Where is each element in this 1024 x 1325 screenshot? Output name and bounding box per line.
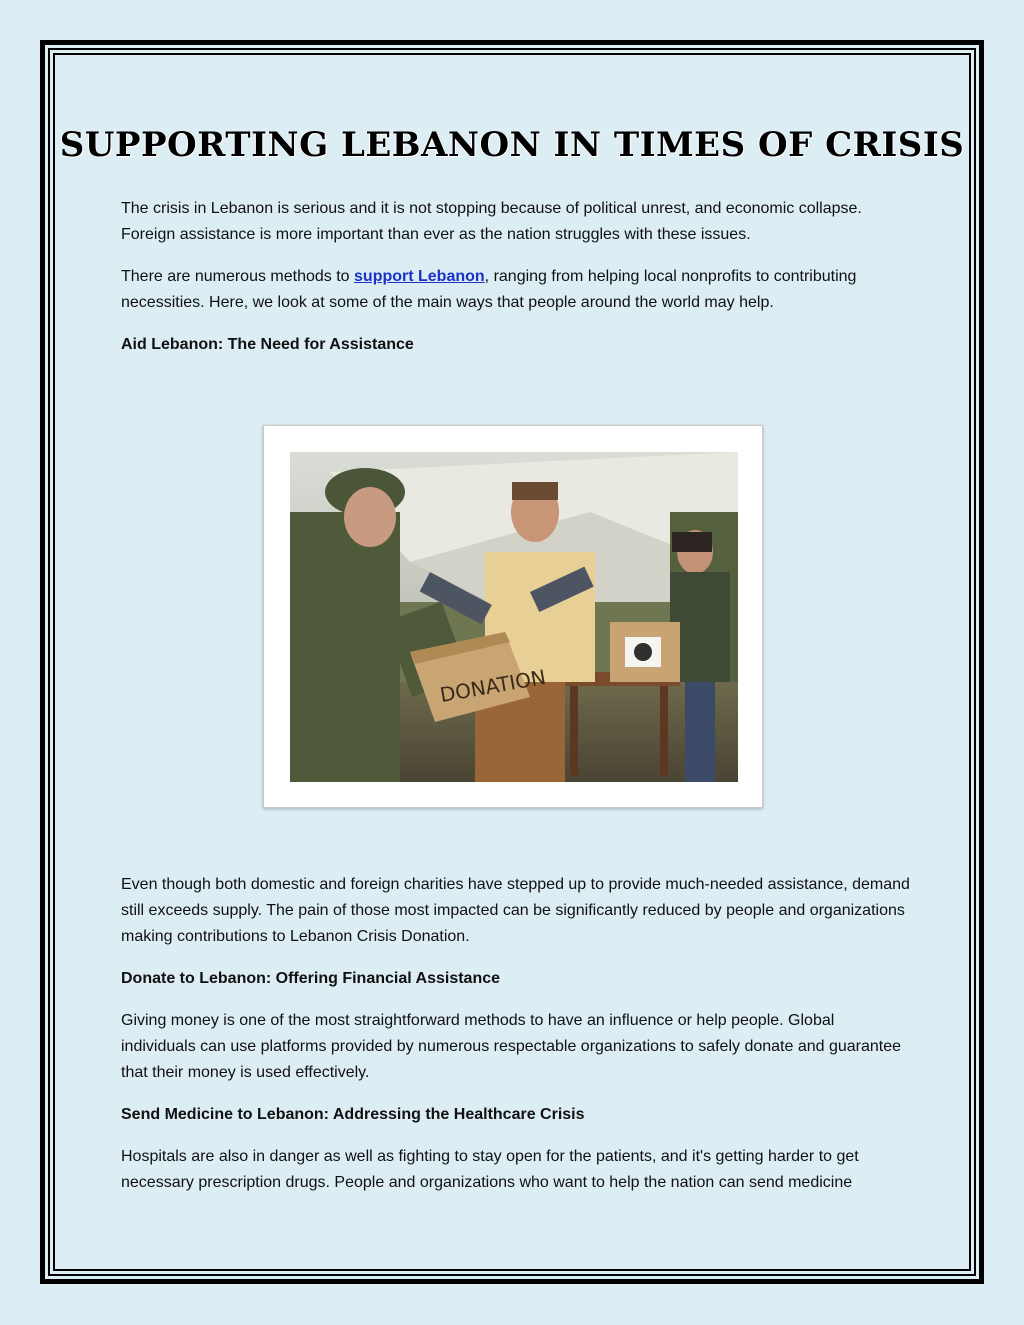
article-top xyxy=(121,196,911,374)
donation-photo xyxy=(263,425,763,808)
box-label: DONATION xyxy=(438,664,548,708)
heading-donate-lebanon: Donate to Lebanon: Offering Financial Assistance xyxy=(121,970,501,987)
support-text-before: There are numerous methods to xyxy=(121,268,355,285)
heading-send-medicine: Send Medicine to Lebanon: Addressing the Healthcare Crisis xyxy=(121,1106,585,1123)
donation-photo-illustration xyxy=(290,452,738,782)
support-lebanon-link[interactable]: support Lebanon xyxy=(354,268,485,285)
support-text-after: , ranging from helping local nonprofits to contributing necessities. Here, we look at some of the main ways that people around the world may help. xyxy=(121,268,857,311)
financial-paragraph: Giving money is one of the most straightforward methods to have an influence or help people. Global individuals can use platforms provided by numerous respectable organizations to safely donate and guarantee that their money is used effectively. xyxy=(121,1012,902,1081)
heading-aid-lebanon: Aid Lebanon: The Need for Assistance xyxy=(121,336,414,353)
article-bottom xyxy=(121,872,911,1212)
page-title: SUPPORTING LEBANON IN TIMES OF CRISIS xyxy=(59,125,965,165)
charity-paragraph: Even though both domestic and foreign charities have stepped up to provide much-needed assistance, demand still exceeds supply. The pain of those most impacted can be significantly reduced by people and organizations making contributions to Lebanon Crisis Donation. xyxy=(121,876,910,945)
healthcare-paragraph: Hospitals are also in danger as well as fighting to stay open for the patients, and it's getting harder to get necessary prescription drugs. People and organizations who want to help the nation can send medicine xyxy=(121,1148,859,1191)
intro-paragraph: The crisis in Lebanon is serious and it is not stopping because of political unrest, and economic collapse. Foreign assistance is more important than ever as the nation struggles with these issues. xyxy=(121,200,862,243)
support-paragraph xyxy=(121,264,911,316)
